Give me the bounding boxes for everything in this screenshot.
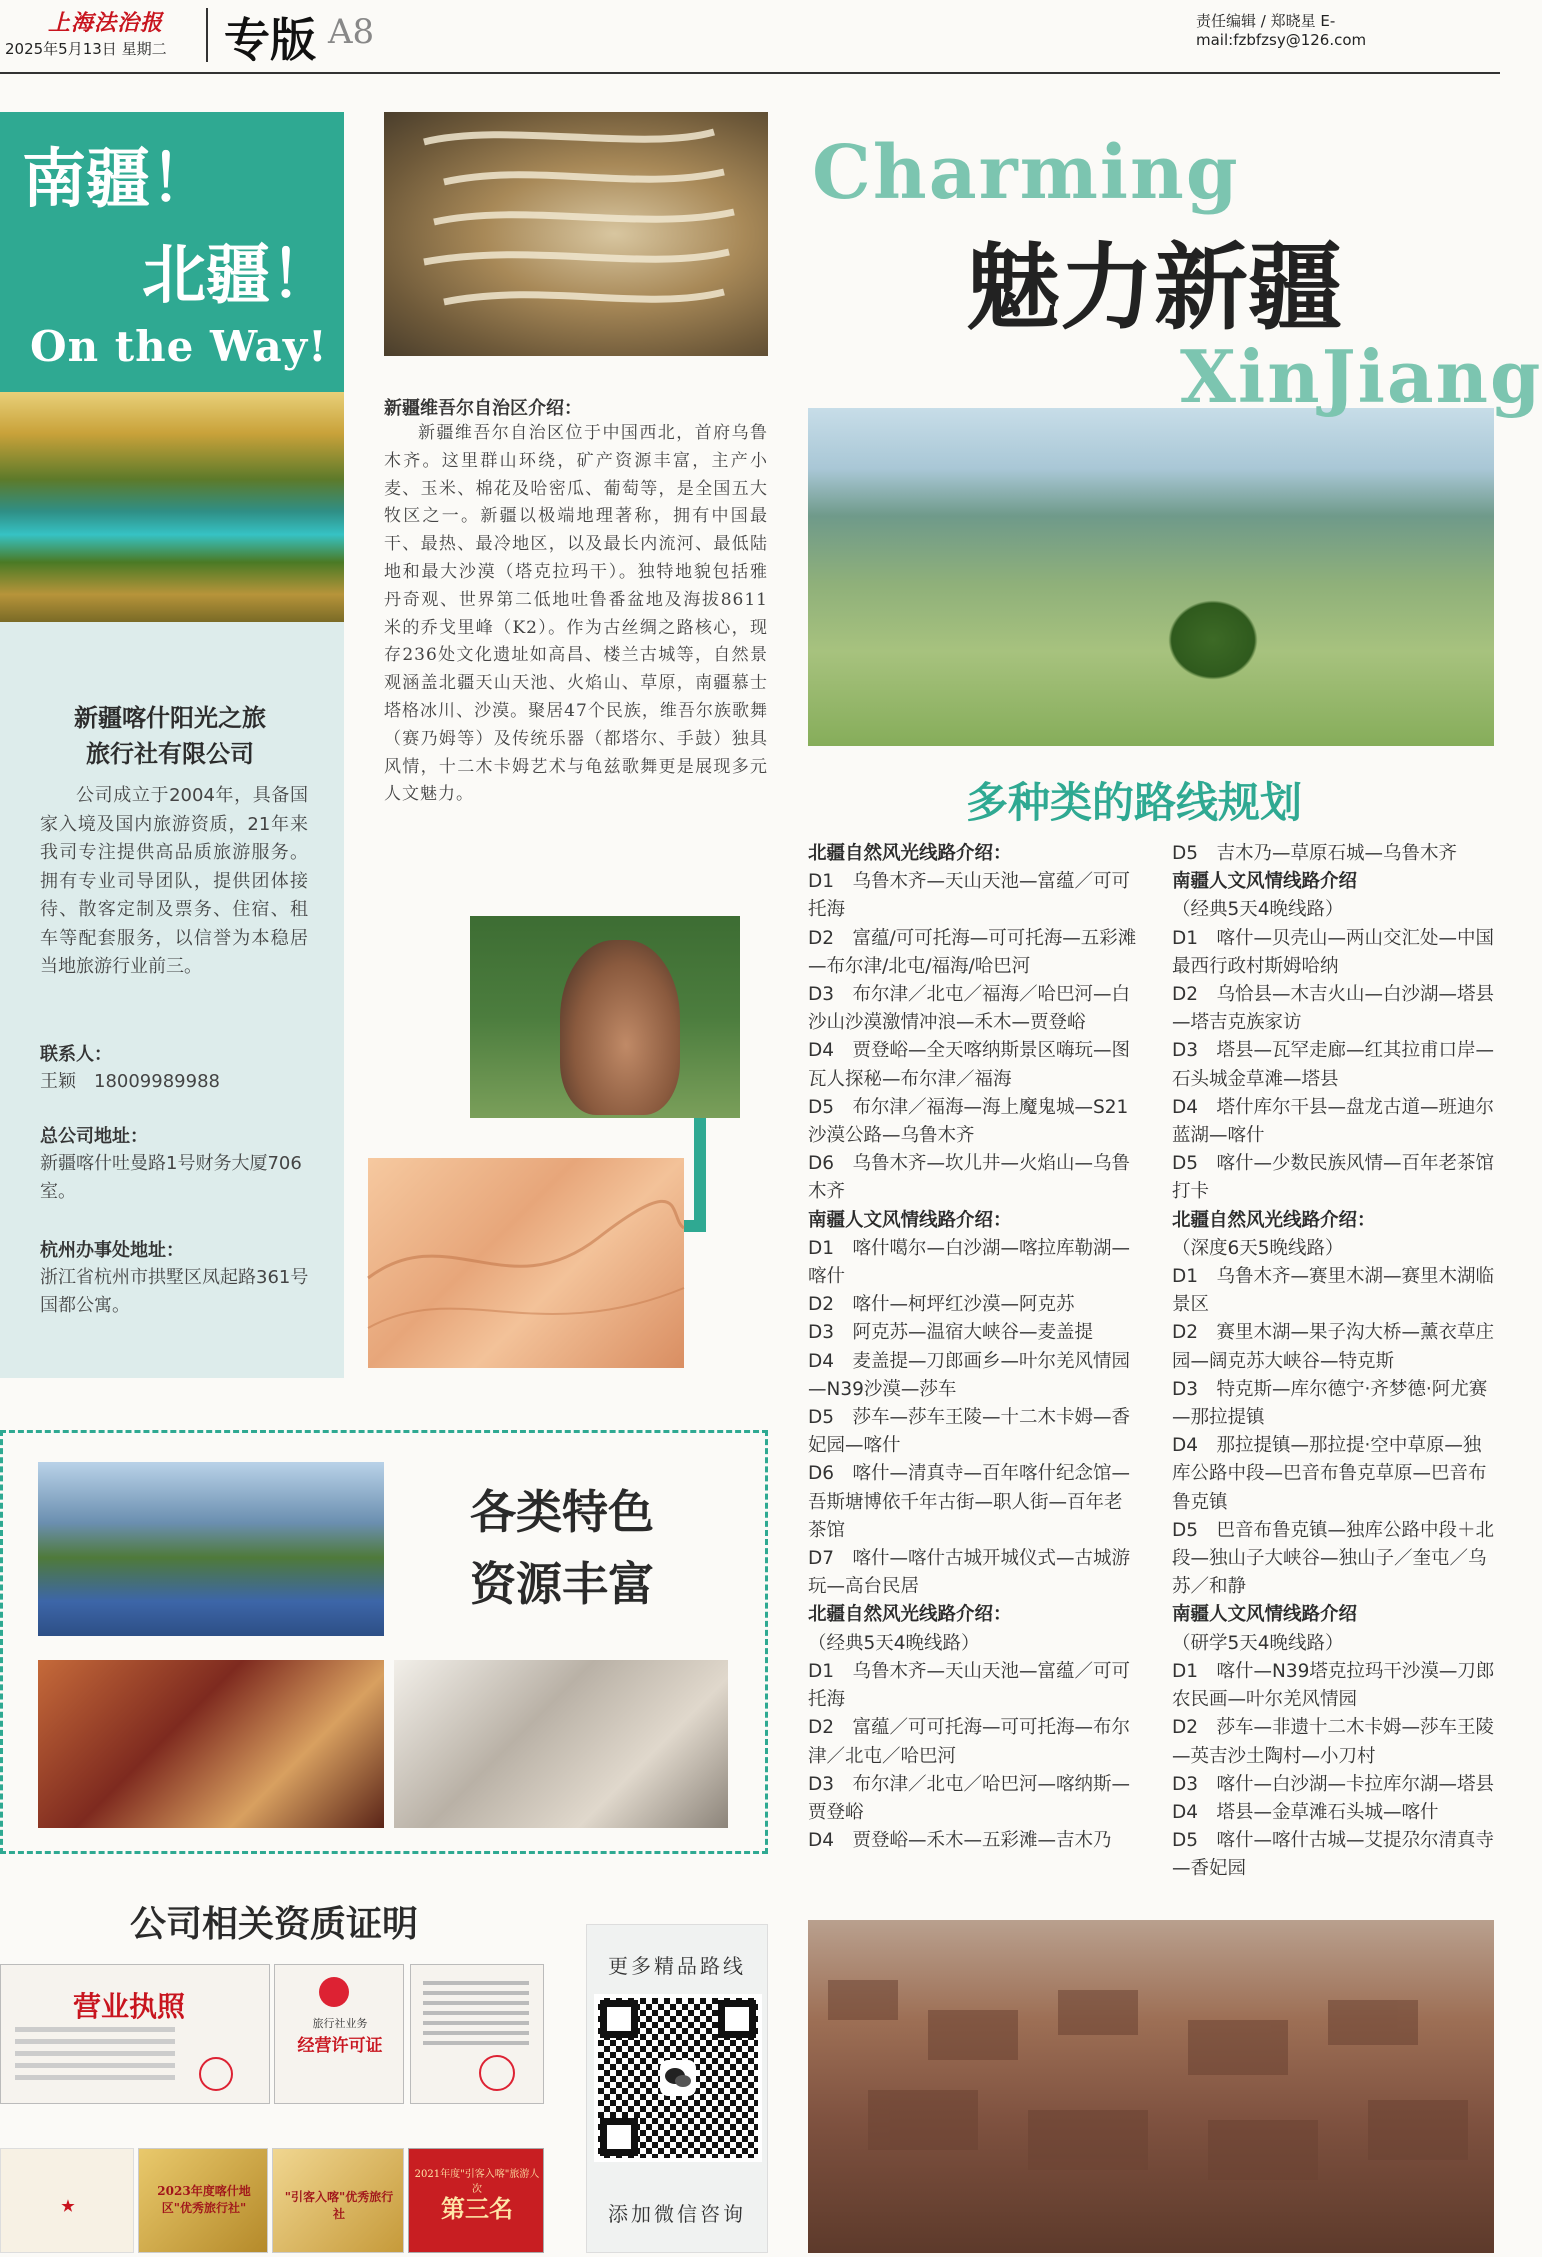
horse-head [560, 940, 680, 1115]
route-item: D4 麦盖提—刀郎画乡—叶尔羌风情园—N39沙漠—莎车 [808, 1350, 1131, 1400]
route-subheading: （经典5天4晚线路） [1172, 899, 1344, 921]
routes-title: 多种类的路线规划 [966, 778, 1303, 827]
hq-address-value: 新疆喀什吐曼路1号财务大厦706室。 [40, 1153, 302, 1202]
grassland-photo [808, 408, 1494, 746]
route-item: D3 特克斯—库尔德宁·齐梦德·阿尤赛—那拉提镇 [1172, 1378, 1488, 1429]
award-plaque-4 [408, 2148, 544, 2253]
route-heading: 南疆人文风情线路介绍 [1172, 1604, 1358, 1626]
page-number: A8 [328, 12, 375, 52]
route-item: D1 喀什—N39塔克拉玛干沙漠—刀郎农民画—叶尔羌风情园 [1172, 1660, 1495, 1711]
newspaper-logo: 上海法治报 [48, 10, 164, 36]
hz-office-label: 杭州办事处地址： [40, 1240, 184, 1261]
permit-title: 经营许可证 [297, 2036, 383, 2056]
company-intro: 公司成立于2004年，具备国家入境及国内旅游资质，21年来我司专注提供高品质旅游服务。拥有专业司导团队，提供团体接待、散客定制及票务、住宿、租车等配套服务，以信誉为本稳居当地旅游行业前三。 [40, 785, 308, 977]
route-item: D5 喀什—少数民族风情—百年老茶馆打卡 [1172, 1153, 1495, 1203]
award-2-text: 2023年度喀什地区"优秀旅行社" [157, 2184, 251, 2215]
award-4-title: 第三名 [441, 2194, 513, 2223]
route-item: D3 布尔津／北屯／哈巴河—喀纳斯—贾登峪 [808, 1773, 1131, 1823]
routes-column-1 [808, 840, 1147, 1855]
award-plaque-1 [0, 2148, 134, 2253]
route-item: D2 富蕴/可可托海—可可托海—五彩滩—布尔津/北屯/福海/哈巴河 [808, 927, 1137, 977]
route-item: D4 那拉提镇—那拉提·空中草原—独库公路中段—巴音布鲁克草原—巴音布鲁克镇 [1172, 1435, 1487, 1513]
qr-finder-bl [600, 2118, 638, 2156]
award-plaque-3 [272, 2148, 404, 2253]
certs-title: 公司相关资质证明 [130, 1903, 419, 1945]
route-item: D4 贾登峪—禾木—五彩滩—吉木乃 [808, 1830, 1112, 1852]
route-item: D6 喀什—清真寺—百年喀什纪念馆—吾斯塘博依千年古街—职人街—百年老茶馆 [808, 1463, 1131, 1541]
company-name-line-2: 旅行社有限公司 [86, 739, 254, 768]
xinjiang-intro-heading: 新疆维吾尔自治区介绍： [384, 398, 582, 419]
route-heading: 北疆自然风光线路介绍： [1172, 1209, 1376, 1231]
lone-tree [1168, 600, 1258, 680]
route-item: D1 乌鲁木齐—赛里木湖—赛里木湖临景区 [1172, 1266, 1495, 1316]
road-curves-icon [384, 112, 768, 356]
route-heading: 北疆自然风光线路介绍： [808, 1604, 1012, 1626]
emblem-icon [319, 1977, 349, 2007]
rooftops-icon [808, 1920, 1494, 2253]
route-item: D1 喀什—贝壳山—两山交汇处—中国最西行政村斯姆哈纳 [1172, 927, 1495, 977]
route-item: D4 贾登峪—全天喀纳斯景区嗨玩—图瓦人探秘—布尔津／福海 [808, 1040, 1131, 1090]
route-item: D5 喀什—喀什古城—艾提尕尔清真寺—香妃园 [1172, 1830, 1495, 1880]
dune-ridge-icon [368, 1158, 684, 1368]
banner-line-2: 北疆！ [142, 238, 334, 313]
xinjiang-intro-body: 新疆维吾尔自治区位于中国西北，首府乌鲁木齐。这里群山环绕，矿产资源丰富，主产小麦、玉米、棉花及哈密瓜、葡萄等，是全国五大牧区之一。新疆以极端地理著称，拥有中国最干、最热、最冷地区，以及最长内流河、最低陆地和最大沙漠（塔克拉玛干）。独特地貌包括雅丹奇观、世界第二低地吐鲁番盆地及海拔8611米的乔戈里峰（K2）。作为古丝绸之路核心，现存236处文化遗址如高昌、楼兰古城等，自然景观涵盖北疆天山天池、火焰山、草原，南疆慕士塔格冰川、沙漠。聚居47个民族，维吾尔族歌舞（赛乃姆等）及传统乐器（都塔尔、手鼓）独具风情，十二木卡姆艺术与龟兹歌舞更是展现多元人文魅力。 [384, 423, 768, 805]
route-item: D2 富蕴／可可托海—可可托海—布尔津／北屯／哈巴河 [808, 1717, 1131, 1767]
route-item: D2 莎车—非遗十二木卡姆—莎车王陵—英吉沙土陶村—小刀村 [1172, 1717, 1495, 1767]
hero-title: 魅力新疆 [966, 233, 1343, 343]
banner-line-3: On the Way! [30, 322, 328, 371]
qr-finder-tl [600, 2000, 638, 2038]
business-license-cert [0, 1964, 270, 2104]
editor-credit: 责任编辑 / 郑晓星 E-mail:fzbfzsy@126.com [1196, 12, 1367, 49]
route-item: D4 塔县—金草滩石头城—喀什 [1172, 1801, 1439, 1823]
issue-date: 2025年5月13日 星期二 [5, 40, 167, 58]
qr-finder-tr [718, 2000, 756, 2038]
hero-charming: Charming [812, 130, 1240, 216]
license-seal [199, 2057, 233, 2091]
hz-office-value: 浙江省杭州市拱墅区凤起路361号国都公寓。 [40, 1267, 309, 1316]
route-item: D4 塔什库尔干县—盘龙古道—班迪尔蓝湖—喀什 [1172, 1096, 1495, 1147]
header-rule [0, 72, 1500, 74]
wechat-icon [660, 2060, 696, 2096]
route-item: D1 喀什噶尔—白沙湖—喀拉库勒湖—喀什 [808, 1237, 1131, 1288]
hero-xinjiang: XinJiang [1180, 334, 1542, 419]
market-photo [38, 1462, 384, 1636]
wechat-bubbles-icon [660, 2060, 696, 2096]
route-item: D3 喀什—白沙湖—卡拉库尔湖—塔县 [1172, 1773, 1495, 1795]
desert-dune-photo [368, 1158, 684, 1368]
route-subheading: （深度6天5晚线路） [1172, 1237, 1344, 1259]
wechat-qr-code[interactable] [594, 1994, 762, 2162]
company-name-line-1: 新疆喀什阳光之旅 [74, 703, 266, 732]
route-item: D3 布尔津／北屯／福海／哈巴河—白沙山沙漠激情冲浪—禾木—贾登峪 [808, 984, 1131, 1034]
contact-label: 联系人： [40, 1044, 112, 1065]
route-subheading: （经典5天4晚线路） [808, 1632, 980, 1654]
route-item: D5 布尔津／福海—海上魔鬼城—S21 沙漠公路—乌鲁木齐 [808, 1096, 1147, 1147]
contact-value: 王颖 18009989988 [40, 1071, 220, 1092]
banner-line-1: 南疆！ [22, 142, 214, 217]
award-1-text: ★ [61, 2197, 75, 2215]
registration-lines [423, 1981, 529, 1985]
route-item: D1 乌鲁木齐—天山天池—富蕴／可可托海 [808, 1660, 1131, 1711]
registration-cert [410, 1964, 544, 2104]
route-heading: 北疆自然风光线路介绍： [808, 843, 1012, 864]
route-item: D3 塔县—瓦罕走廊—红其拉甫口岸—石头城金草滩—塔县 [1172, 1040, 1495, 1090]
header-divider [206, 8, 208, 62]
qr-bottom-text: 添加微信咨询 [608, 2202, 746, 2226]
route-item: D2 赛里木湖—果子沟大桥—薰衣草庄园—阔克苏大峡谷—特克斯 [1172, 1322, 1495, 1372]
route-item: D5 巴音布鲁克镇—独库公路中段＋北段—独山子大峡谷—独山子／奎屯／乌苏／和静 [1172, 1519, 1495, 1598]
old-town-photo [808, 1920, 1494, 2253]
award-4-top: 2021年度"引客入喀"旅游人次 [414, 2169, 540, 2195]
hq-address-label: 总公司地址： [40, 1126, 148, 1147]
dance-painting-photo [38, 1660, 384, 1828]
route-item: D1 乌鲁木齐—天山天池—富蕴／可可托海 [808, 871, 1131, 921]
lake-photo [0, 392, 344, 622]
route-item: D5 莎车—莎车王陵—十二木卡姆—香妃园—喀什 [808, 1407, 1131, 1457]
travel-permit-cert [274, 1964, 404, 2104]
route-heading: 南疆人文风情线路介绍： [808, 1209, 1012, 1231]
route-item: D5 吉木乃—草原石城—乌鲁木齐 [1172, 843, 1458, 864]
award-3-text: "引客入喀"优秀旅行社 [284, 2190, 394, 2221]
route-item: D7 喀什—喀什古城开城仪式—古城游玩—高台民居 [808, 1548, 1131, 1598]
route-subheading: （研学5天4晚线路） [1172, 1632, 1344, 1654]
qr-top-text: 更多精品路线 [608, 1954, 746, 1978]
route-item: D3 阿克苏—温宿大峡谷—麦盖提 [808, 1322, 1094, 1344]
winding-road-photo [384, 112, 768, 356]
route-item: D2 喀什—柯坪红沙漠—阿克苏 [808, 1294, 1075, 1316]
company-name [20, 700, 320, 772]
section-title: 专版 [224, 13, 316, 67]
license-lines [15, 2027, 175, 2032]
award-plaque-2 [138, 2148, 268, 2253]
features-title [470, 1476, 690, 1620]
features-title-line-1: 各类特色 [470, 1485, 654, 1539]
license-title: 营业执照 [73, 1990, 186, 2023]
registration-seal [479, 2055, 515, 2091]
route-item: D6 乌鲁木齐—坎儿井—火焰山—乌鲁木齐 [808, 1153, 1131, 1203]
pottery-photo [394, 1660, 728, 1828]
route-item: D2 乌恰县—木吉火山—白沙湖—塔县—塔吉克族家访 [1172, 984, 1495, 1034]
routes-column-2 [1172, 840, 1498, 1884]
route-heading: 南疆人文风情线路介绍 [1172, 871, 1358, 893]
features-title-line-2: 资源丰富 [470, 1557, 654, 1611]
permit-small-title: 旅行社业务 [312, 2017, 368, 2030]
